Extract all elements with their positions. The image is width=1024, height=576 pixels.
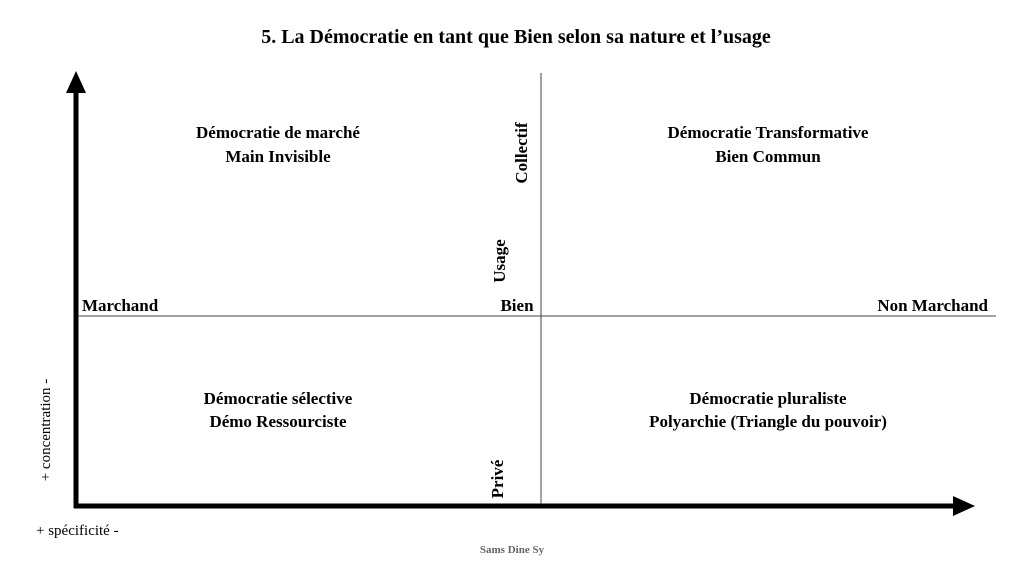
diagram-title: 5. La Démocratie en tant que Bien selon sa nature et l’usage — [261, 26, 771, 48]
y-axis-arrowhead — [66, 71, 86, 93]
y-axis-caption: + concentration - — [38, 378, 54, 482]
quadrant-top-left-line1: Démocratie de marché — [196, 123, 360, 142]
quadrant-bottom-right-line2: Polyarchie (Triangle du pouvoir) — [649, 412, 887, 431]
x-axis-caption: + spécificité - — [36, 523, 119, 539]
label-collectif: Collectif — [512, 122, 531, 184]
x-axis-arrowhead — [953, 496, 975, 516]
quadrant-bottom-left-line1: Démocratie sélective — [203, 389, 353, 408]
label-bien: Bien — [500, 296, 534, 315]
quadrant-top-right-line2: Bien Commun — [715, 147, 821, 166]
label-prive: Privé — [488, 459, 507, 499]
label-non-marchand: Non Marchand — [877, 296, 988, 315]
quadrant-bottom-left-line2: Démo Ressourciste — [209, 412, 347, 431]
quadrant-top-right-line1: Démocratie Transformative — [667, 123, 869, 142]
label-usage: Usage — [490, 239, 509, 283]
author-credit: Sams Dine Sy — [479, 544, 545, 556]
quadrant-top-left-line2: Main Invisible — [225, 147, 331, 166]
quadrant-bottom-right-line1: Démocratie pluraliste — [689, 389, 847, 408]
label-marchand: Marchand — [82, 296, 159, 315]
